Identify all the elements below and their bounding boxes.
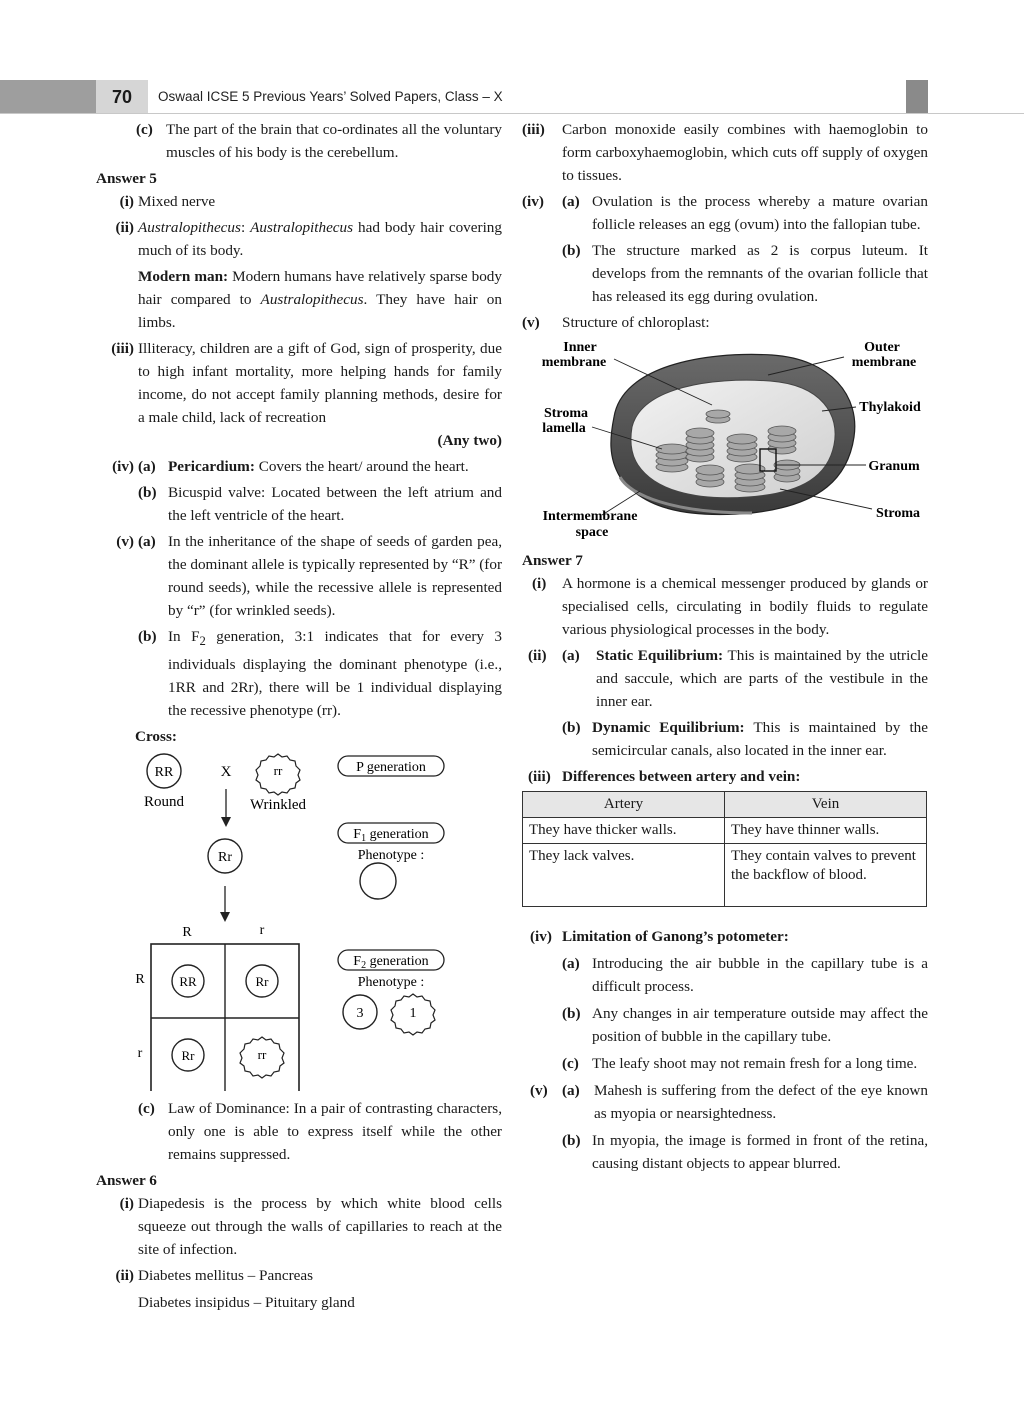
monohybrid-cross-diagram: [96, 751, 502, 1091]
a5-item-iii: (iii) Illiteracy, children are a gift of God, sign of prosperity, due to high infant mortality, more helping hands for family income, do not accept family planning methods, desire for a male child, lack of recreation (Any two): [111, 340, 502, 449]
label-thylakoid: Thylakoid: [859, 400, 921, 415]
punnett-row-R: R: [135, 972, 145, 988]
a5-item-ii: (ii) Australopithecus: Australopithecus had body hair covering much of its body.: [115, 219, 502, 259]
table-cell: They have thinner walls.: [725, 818, 927, 844]
cell-3-label: Rr: [181, 1048, 195, 1064]
cross-x: X: [220, 764, 232, 781]
f1-phenotype-round: [360, 863, 396, 899]
a7-item-iv: (iv) Limitation of Ganong’s potometer:: [530, 928, 789, 945]
f2-ratio-3: 3: [356, 1006, 364, 1022]
cross-label-row: [96, 725, 502, 748]
answer4-item-c: (c) The part of the brain that co-ordinates all the voluntary muscles of his body is the cerebellum.: [136, 121, 502, 161]
a6-item-iv-a: (iv) (a) Ovulation is the process whereby a mature ovarian follicle releases an egg (ovum) into the fallopian tube.: [522, 193, 928, 233]
a5-item-v-b: (b) In $F_2$ generation, 3:1 indicates that for every 3 individuals displaying the dominant phenotype (i.e., 1RR and 2Rr), there will be 1 individual displaying the recessive phenotype (rr).: [138, 628, 502, 720]
parent-wrinkled-label: Wrinkled: [249, 797, 307, 814]
a5-item-v-c: (c) Law of Dominance: In a pair of contrasting characters, only one is able to express itself while the other remains suppressed.: [138, 1100, 502, 1164]
label-intermembrane: Intermembrane space: [542, 509, 638, 540]
a5-item-v-a: (v) (a) In the inheritance of the shape of seeds of garden pea, the dominant allele is typically represented by “R” (for round seeds), while the recessive allele is represented by “r” (for wrinkled seeds).: [116, 533, 503, 619]
arrowhead-2: [220, 912, 230, 922]
a5-item-iv-b: (b) Bicuspid valve: Located between the left atrium and the left ventricle of the heart.: [138, 484, 502, 524]
table-cell: They lack valves.: [523, 844, 725, 907]
table-header-row: [523, 792, 927, 818]
parent-rr-label: rr: [273, 763, 283, 779]
a5-item-i: (i) Mixed nerve: [119, 193, 216, 210]
label-granum: Granum: [868, 459, 920, 474]
chloroplast-diagram: [522, 337, 928, 549]
left-column: [96, 118, 502, 1317]
a7-item-iii: (iii) Differences between artery and vein:: [528, 768, 801, 785]
f1-generation-label: $F_1$ generation: [353, 827, 429, 845]
label-stroma-lamella: Stroma lamella: [542, 406, 589, 436]
label-outer: Outer membrane: [851, 340, 917, 370]
a5-item-iv-a: (iv) (a) Pericardium: Covers the heart/ around the heart.: [112, 458, 469, 475]
answer-7-heading: Answer 7: [522, 552, 583, 569]
f2-generation-label: $F_2$ generation: [353, 954, 429, 972]
table-cell: They contain valves to prevent the backflow of blood.: [725, 844, 927, 907]
a6-item-iii: (iii) Carbon monoxide easily combines with haemoglobin to form carboxyhaemoglobin, which cuts off supply of oxygen to tissues.: [522, 121, 928, 184]
header-band: [0, 80, 96, 114]
a6-item-i: (i) Diapedesis is the process by which white blood cells squeeze out through the walls of capillaries to reach at the site of infection.: [119, 1195, 502, 1259]
page-number: 70: [96, 80, 148, 114]
a7-item-v-a: (v) (a) Mahesh is suffering from the defect of the eye known as myopia or nearsightedness.: [530, 1082, 928, 1122]
a6-item-iv-b: (b) The structure marked as 2 is corpus luteum. It develops from the remnants of the ovarian follicle that has released its egg during ovulation.: [562, 242, 928, 305]
f1-Rr-label: Rr: [218, 850, 232, 866]
label-stroma: Stroma: [875, 506, 921, 521]
label-inner: Inner membrane: [541, 340, 607, 370]
parent-RR-label: RR: [154, 765, 174, 781]
a7-item-iv-b: (b) Any changes in air temperature outside may affect the position of bubble in the capillary tube.: [562, 1005, 928, 1045]
cross-label: Cross:: [135, 728, 177, 746]
a7-item-iv-c: (c) The leafy shoot may not remain fresh for a long time.: [562, 1055, 918, 1072]
a7-item-v-b: (b) In myopia, the image is formed in front of the retina, causing distant objects to appear blurred.: [562, 1132, 928, 1172]
table-header-vein: Vein: [725, 792, 927, 818]
cell-1-label: RR: [179, 974, 197, 990]
cell-2-label: Rr: [255, 974, 269, 990]
a5-item-ii-modern: Modern man: Modern humans have relatively sparse body hair compared to Australopithecus. They have hair on limbs.: [138, 268, 502, 331]
a6-item-ii: (ii) Diabetes mellitus – Pancreas Diabetes insipidus – Pituitary gland: [115, 1267, 355, 1312]
f2-phenotype-label: Phenotype :: [357, 975, 425, 991]
table-cell: They have thicker walls.: [523, 818, 725, 844]
punnett-row-r: r: [137, 1046, 143, 1062]
arrowhead-1: [221, 817, 231, 827]
a7-item-ii-b: (b) Dynamic Equilibrium: This is maintained by the semicircular canals, also located in the inner ear.: [562, 719, 928, 759]
table-header-artery: Artery: [523, 792, 725, 818]
f2-ratio-1: 1: [409, 1006, 417, 1022]
table-row: [523, 818, 927, 844]
punnett-col-r: r: [259, 923, 265, 939]
table-row: [523, 844, 927, 907]
header-rule: [0, 113, 1024, 114]
right-column: [522, 118, 928, 1178]
f1-phenotype-label: Phenotype :: [357, 848, 425, 864]
p-generation-label: P generation: [356, 760, 426, 776]
a6-item-v: (v) Structure of chloroplast:: [522, 314, 710, 331]
a7-item-ii-a: (ii) (a) Static Equilibrium: This is maintained by the utricle and saccule, which are parts of the vestibule in the inner ear.: [528, 647, 928, 710]
answer-6-heading: Answer 6: [96, 1172, 157, 1190]
punnett-col-R: R: [182, 925, 192, 941]
parent-round-label: Round: [143, 794, 185, 811]
artery-vein-table: [522, 791, 927, 907]
running-title: Oswaal ICSE 5 Previous Years’ Solved Papers, Class – X: [158, 89, 503, 104]
header-tab: [906, 80, 928, 114]
answer-5-heading: Answer 5: [96, 170, 157, 187]
cell-4-label: rr: [257, 1047, 267, 1063]
a7-item-i: (i) A hormone is a chemical messenger produced by glands or specialised cells, circulating in bodily fluids to regulate various physiological processes in the body.: [532, 575, 928, 638]
a7-item-iv-a: (a) Introducing the air bubble in the capillary tube is a difficult process.: [562, 955, 928, 995]
